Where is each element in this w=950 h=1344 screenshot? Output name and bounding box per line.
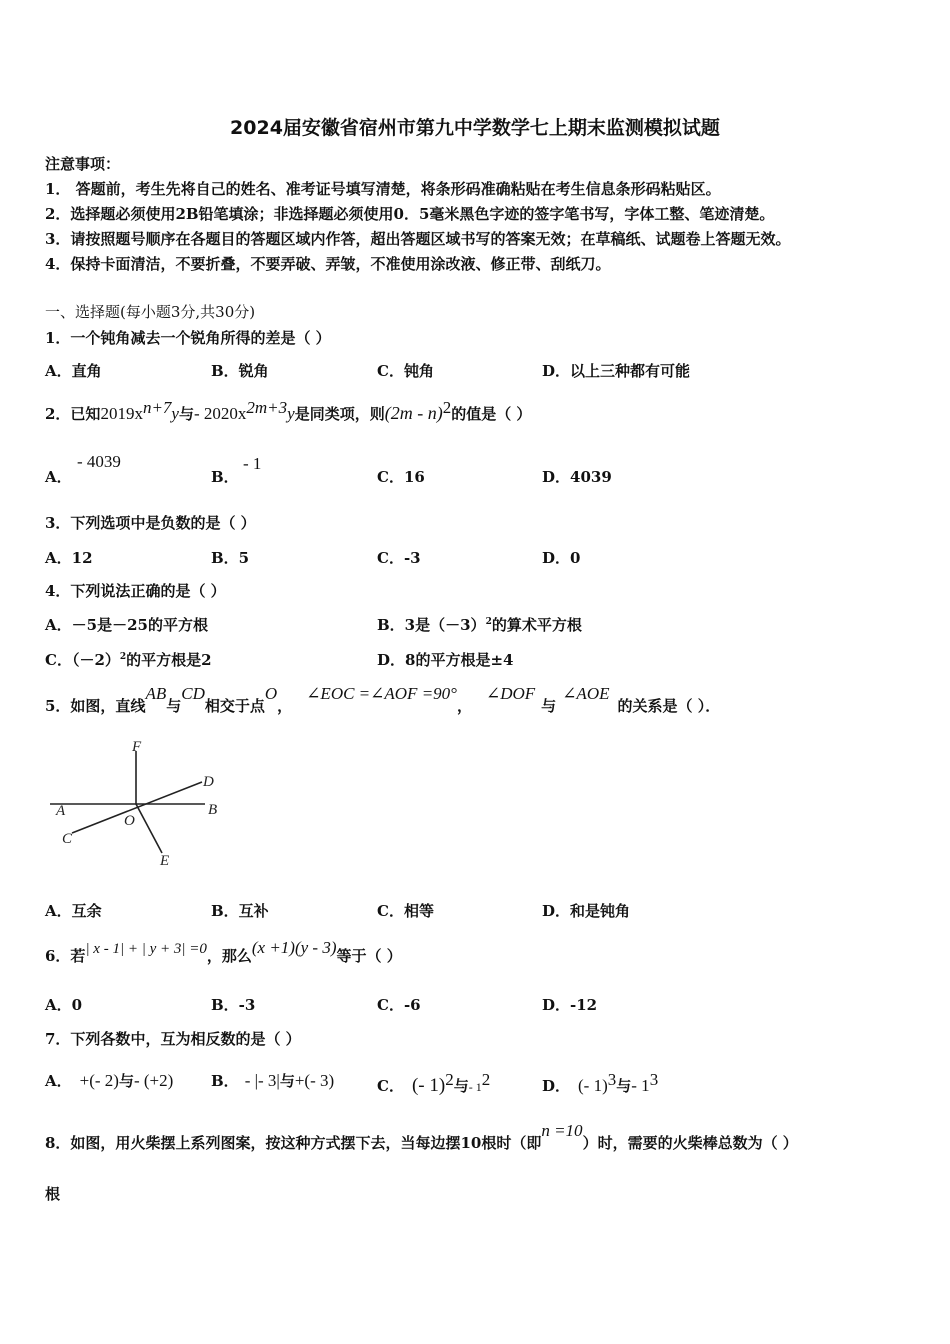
q4-option-c: C．$(-2)^2$的平方根是2 [45, 651, 212, 669]
q4-option-b: B．3是$(-3)^2$的算术平方根 [377, 616, 582, 634]
notice-item-4: 4．保持卡面清洁，不要折叠，不要弄破、弄皱，不准使用涂改液、修正带、刮纸刀。 [45, 255, 611, 273]
label-a: A [56, 803, 66, 819]
q7-option-a: A． +(- 2)与- (+2) [45, 1071, 174, 1090]
q6-option-a: A．0 [45, 996, 83, 1014]
q2-option-a-value: - 4039 [77, 452, 121, 471]
q8-tail: 根 [45, 1185, 61, 1203]
q7-stem: 7．下列各数中，互为相反数的是（ ） [45, 1030, 301, 1048]
q6-option-c: C．-6 [377, 996, 421, 1014]
q5-option-c: C．相等 [377, 902, 434, 920]
q7-option-c: C． (- 1)$^2$与- $1^2$ [377, 1070, 491, 1096]
q3-stem: 3．下列选项中是负数的是（ ） [45, 514, 256, 532]
q7-option-d: D． (- 1)$^3$与- $1^3$ [542, 1070, 659, 1095]
label-d: D [203, 774, 214, 790]
page-title: 2024届安徽省宿州市第九中学数学七上期末监测模拟试题 [230, 117, 720, 139]
q7-option-b: B． - |- 3|与+(- 3) [211, 1071, 335, 1090]
q3-option-c: C．-3 [377, 549, 421, 567]
q2-option-b: B． [211, 468, 239, 486]
q6-option-d: D．-12 [542, 996, 598, 1014]
label-f: F [132, 739, 142, 755]
q4-option-a: A．－5是－25的平方根 [45, 616, 208, 634]
q8-stem: 8．如图，用火柴摆上系列图案，按这种方式摆下去，当每边摆10根时（即n =10）时，需要的火柴棒总数为（ ） [45, 1121, 798, 1152]
q5-stem: 5．如图，直线AB与CD相交于点O，∠EOC =∠AOF =90°，∠DOF与∠AOE的关系是（ ）． [45, 684, 721, 715]
q2-option-d: D．4039 [542, 468, 612, 486]
q4-stem: 4．下列说法正确的是（ ） [45, 582, 226, 600]
q3-option-b: B．5 [211, 549, 250, 567]
q3-option-d: D．0 [542, 549, 581, 567]
q4-option-d: D．8的平方根是±4 [377, 651, 514, 669]
q1-option-a: A．直角 [45, 362, 102, 380]
label-b: B [208, 802, 218, 818]
q1-option-b: B．锐角 [211, 362, 269, 380]
q2-option-b-value: - 1 [243, 454, 262, 473]
q3-option-a: A．12 [45, 549, 93, 567]
q6-option-b: B．-3 [211, 996, 256, 1014]
q2-option-c: C．16 [377, 468, 425, 486]
ray-oe [136, 804, 162, 853]
label-e: E [160, 853, 170, 869]
q2-option-a: A． [45, 468, 72, 486]
notice-item-1: 1． 答题前，考生先将自己的姓名、准考证号填写清楚，将条形码准确粘贴在考生信息条形码粘贴区。 [45, 180, 721, 198]
q5-option-b: B．互补 [211, 902, 269, 920]
q1-option-d: D．以上三种都有可能 [542, 362, 691, 380]
notice-heading: 注意事项： [45, 155, 121, 173]
q2-stem: 2．已知$2019x^{n+7}y$与- $2020x^{2m+3}y$是同类项，则(2m - n)$^2$的值是（ ） [45, 398, 532, 423]
q5-option-a: A．互余 [45, 902, 102, 920]
q1-option-c: C．钝角 [377, 362, 434, 380]
notice-item-2: 2．选择题必须使用2B铅笔填涂；非选择题必须使用0．5毫米黑色字迹的签字笔书写，字体工整、笔迹清楚。 [45, 205, 775, 223]
q5-option-d: D．和是钝角 [542, 902, 631, 920]
section-heading: 一、选择题(每小题3分,共30分) [45, 303, 256, 321]
label-o: O [124, 813, 135, 829]
label-c: C [62, 831, 73, 847]
notice-item-3: 3．请按照题号顺序在各题目的答题区域内作答，超出答题区域书写的答案无效；在草稿纸、试题卷上答题无效。 [45, 230, 791, 248]
q6-stem: 6．若| x - 1| + | y + 3| =0，那么(x +1)(y - 3)等于（ ） [45, 938, 402, 965]
q1-stem: 1．一个钝角减去一个锐角所得的差是（ ） [45, 329, 331, 347]
q5-figure [40, 735, 230, 875]
